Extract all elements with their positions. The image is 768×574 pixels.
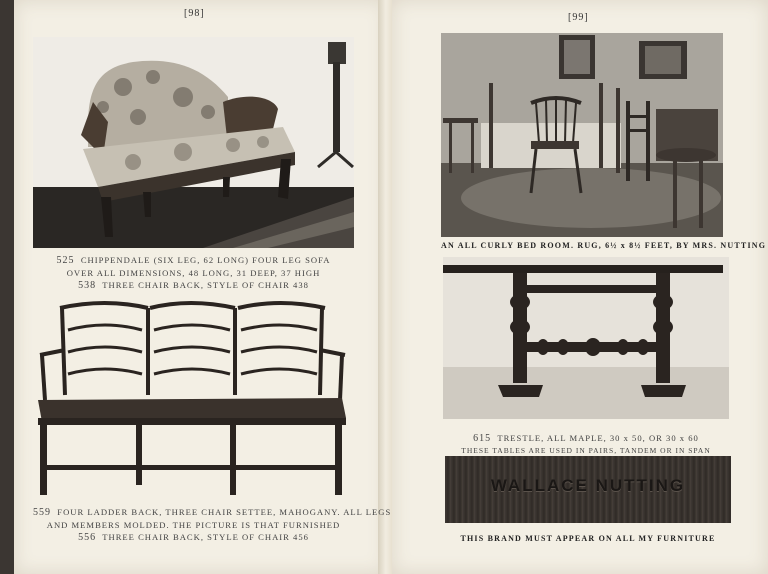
bedroom-photo <box>441 33 723 237</box>
brand-mark: WALLACE NUTTING <box>490 476 686 495</box>
caption-bedroom: AN ALL CURLY BED ROOM. RUG, 6½ x 8½ FEET, BY MRS. NUTTING <box>441 241 767 250</box>
caption-trestle: 615 TRESTLE, ALL MAPLE, 30 x 50, OR 30 x 60 THESE TABLES ARE USED IN PAIRS, TANDEM OR IN SPAN <box>461 433 711 455</box>
caption-sofa: 525 CHIPPENDALE (SIX LEG, 62 LONG) FOUR LEG SOFA OVER ALL DIMENSIONS, 48 LONG, 31 DEEP, 37 HIGH 538 THREE CHAIR BACK, STYLE OF CHAIR 438 <box>56 255 331 291</box>
caption-brand: THIS BRAND MUST APPEAR ON ALL MY FURNITURE <box>460 534 716 543</box>
caption-settee: 559 FOUR LADDER BACK, THREE CHAIR SETTEE, MAHOGANY. ALL LEGS AND MEMBERS MOLDED. THE PICTURE IS THAT FURNISHED 556 THREE CHAIR BACK, STYLE OF CHAIR 456 <box>33 507 392 543</box>
sofa-photo <box>33 37 354 248</box>
settee-illustration <box>30 300 350 500</box>
trestle-table-photo <box>443 257 729 419</box>
wallace-nutting-brand-photo <box>445 456 731 523</box>
page-number-right: [99] <box>568 12 589 23</box>
page-number-left: [98] <box>184 8 205 19</box>
